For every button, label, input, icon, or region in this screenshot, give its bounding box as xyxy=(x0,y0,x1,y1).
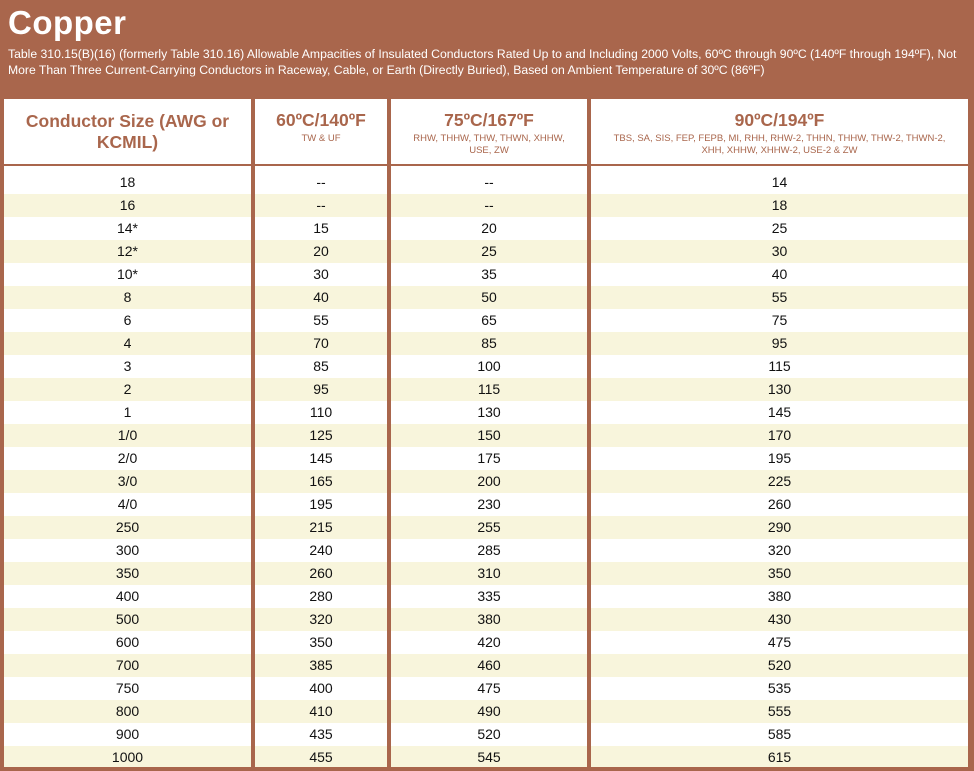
column-heading: 90ºC/194ºF xyxy=(734,110,825,130)
table-cell: 145 xyxy=(309,450,333,466)
table-cell: 200 xyxy=(391,470,587,493)
table-cell: 175 xyxy=(477,450,501,466)
column-header xyxy=(4,99,251,166)
column-rows xyxy=(391,171,587,767)
table-cell: 14* xyxy=(116,220,139,236)
table-cell: 130 xyxy=(477,404,501,420)
table-cell: 290 xyxy=(591,516,968,539)
table-cell: 145 xyxy=(767,404,792,420)
table-title: Copper xyxy=(8,4,127,41)
table-cell: 1/0 xyxy=(4,424,251,447)
table-cell: 230 xyxy=(477,496,501,512)
table-cell: 490 xyxy=(391,700,587,723)
table-cell: 20 xyxy=(481,220,497,236)
table-cell: 435 xyxy=(309,726,333,742)
table-cell: 320 xyxy=(767,542,792,558)
table-cell: 2/0 xyxy=(117,450,138,466)
table-cell: 475 xyxy=(477,680,501,696)
table-cell: 95 xyxy=(591,332,968,355)
table-cell: 85 xyxy=(313,358,329,374)
table-cell: 6 xyxy=(123,312,132,328)
table-cell: 85 xyxy=(391,332,587,355)
table-cell: 75 xyxy=(771,312,788,328)
table-cell: 8 xyxy=(4,286,251,309)
table-cell: 115 xyxy=(391,378,587,401)
table-cell: 300 xyxy=(115,542,140,558)
column-heading: 75ºC/167ºF xyxy=(444,110,534,130)
table-cell: 320 xyxy=(255,608,387,631)
column-rows xyxy=(591,171,968,767)
table-cell: 475 xyxy=(767,634,792,650)
table-cell: 555 xyxy=(591,700,968,723)
table-cell: 520 xyxy=(591,654,968,677)
table-cell: 35 xyxy=(481,266,497,282)
column-heading: Conductor Size (AWG or KCMIL) xyxy=(25,111,230,152)
table-cell: 455 xyxy=(255,746,387,767)
table-cell: 380 xyxy=(767,588,792,604)
table-cell: 400 xyxy=(309,680,333,696)
table-cell: 750 xyxy=(115,680,140,696)
table-cell: 12* xyxy=(4,240,251,263)
table-cell: -- xyxy=(484,174,494,190)
table-cell: 115 xyxy=(768,358,791,374)
table-cell: 130 xyxy=(591,378,968,401)
column-90c xyxy=(591,99,968,767)
table-cell: 30 xyxy=(313,266,329,282)
table-cell: 225 xyxy=(591,470,968,493)
column-75c xyxy=(391,99,587,767)
table-cell: 16 xyxy=(4,194,251,217)
table-cell: -- xyxy=(391,194,587,217)
table-cell: 14 xyxy=(771,174,788,190)
table-header xyxy=(0,0,974,99)
column-conductor-size xyxy=(4,99,251,767)
table-cell: 250 xyxy=(4,516,251,539)
column-subheading: TBS, SA, SIS, FEP, FEPB, MI, RHH, RHW-2, THHN, THHW, THW-2, THWN-2, XHH, XHHW, XHHW-2, USE-2 & ZW xyxy=(613,133,946,156)
table-cell: 3 xyxy=(123,358,132,374)
table-cell: 18 xyxy=(119,174,136,190)
column-rows xyxy=(4,171,251,767)
table-cell: 520 xyxy=(477,726,501,742)
table-cell: 585 xyxy=(767,726,792,742)
table-cell: 3/0 xyxy=(4,470,251,493)
table-cell: 25 xyxy=(391,240,587,263)
table-cell: 900 xyxy=(115,726,140,742)
table-cell: 700 xyxy=(4,654,251,677)
table-cell: 170 xyxy=(591,424,968,447)
table-cell: 40 xyxy=(771,266,788,282)
table-cell: 350 xyxy=(309,634,333,650)
table-cell: 40 xyxy=(255,286,387,309)
table-cell: 55 xyxy=(313,312,329,328)
table-cell: 20 xyxy=(255,240,387,263)
table-cell: 800 xyxy=(4,700,251,723)
table-cell: 535 xyxy=(767,680,792,696)
table-cell: 25 xyxy=(771,220,788,236)
table-cell: 1 xyxy=(123,404,132,420)
table-cell: 615 xyxy=(591,746,968,767)
table-cell: 215 xyxy=(255,516,387,539)
table-cell: 100 xyxy=(477,358,501,374)
table-cell: 18 xyxy=(591,194,968,217)
table-cell: 1000 xyxy=(4,746,251,767)
table-cell: 420 xyxy=(477,634,501,650)
table-cell: 350 xyxy=(4,562,251,585)
column-header xyxy=(255,99,387,166)
table-cell: 385 xyxy=(255,654,387,677)
table-cell: 10* xyxy=(116,266,139,282)
table-cell: 255 xyxy=(391,516,587,539)
table-cell: 50 xyxy=(391,286,587,309)
table-cell: 260 xyxy=(767,496,792,512)
table-cell: 600 xyxy=(115,634,140,650)
column-60c xyxy=(255,99,387,767)
column-subheading: RHW, THHW, THW, THWN, XHHW, USE, ZW xyxy=(413,133,565,156)
table-cell: 2 xyxy=(4,378,251,401)
table-cell: 545 xyxy=(391,746,587,767)
table-cell: 430 xyxy=(591,608,968,631)
table-cell: 240 xyxy=(309,542,333,558)
table-cell: 195 xyxy=(767,450,792,466)
table-cell: 30 xyxy=(591,240,968,263)
table-cell: 410 xyxy=(255,700,387,723)
column-header xyxy=(391,99,587,166)
table-cell: 335 xyxy=(477,588,501,604)
table-cell: 285 xyxy=(477,542,501,558)
column-rows xyxy=(255,171,387,767)
table-cell: 460 xyxy=(391,654,587,677)
table-cell: 125 xyxy=(255,424,387,447)
table-cell: 95 xyxy=(255,378,387,401)
table-cell: 310 xyxy=(391,562,587,585)
table-cell: 110 xyxy=(309,404,333,420)
table-cell: 70 xyxy=(255,332,387,355)
table-cell: -- xyxy=(316,174,326,190)
table-cell: 500 xyxy=(4,608,251,631)
table-cell: 165 xyxy=(255,470,387,493)
column-subheading: TW & UF xyxy=(301,133,341,144)
table-subtitle: Table 310.15(B)(16) (formerly Table 310.16) Allowable Ampacities of Insulated Conductors Rated Up to and Including 2000 Volts, 60ºC through 90ºC (140ºF through 194ºF), Not More Than Three Current-Carrying Conductors in Raceway, Cable, or Earth (Directly Buried), Based on Ambient Temperature of 30ºC (86ºF) xyxy=(8,47,957,77)
table-cell: 260 xyxy=(255,562,387,585)
column-header xyxy=(591,99,968,166)
table-cell: -- xyxy=(255,194,387,217)
table-cell: 15 xyxy=(313,220,329,236)
table-cell: 195 xyxy=(309,496,333,512)
table-cell: 280 xyxy=(309,588,333,604)
table-cell: 350 xyxy=(591,562,968,585)
table-cell: 4 xyxy=(4,332,251,355)
table-cell: 400 xyxy=(115,588,140,604)
column-heading: 60ºC/140ºF xyxy=(276,110,366,130)
table-cell: 65 xyxy=(481,312,497,328)
table-cell: 4/0 xyxy=(117,496,138,512)
table-cell: 55 xyxy=(591,286,968,309)
table-cell: 150 xyxy=(391,424,587,447)
table-cell: 380 xyxy=(391,608,587,631)
